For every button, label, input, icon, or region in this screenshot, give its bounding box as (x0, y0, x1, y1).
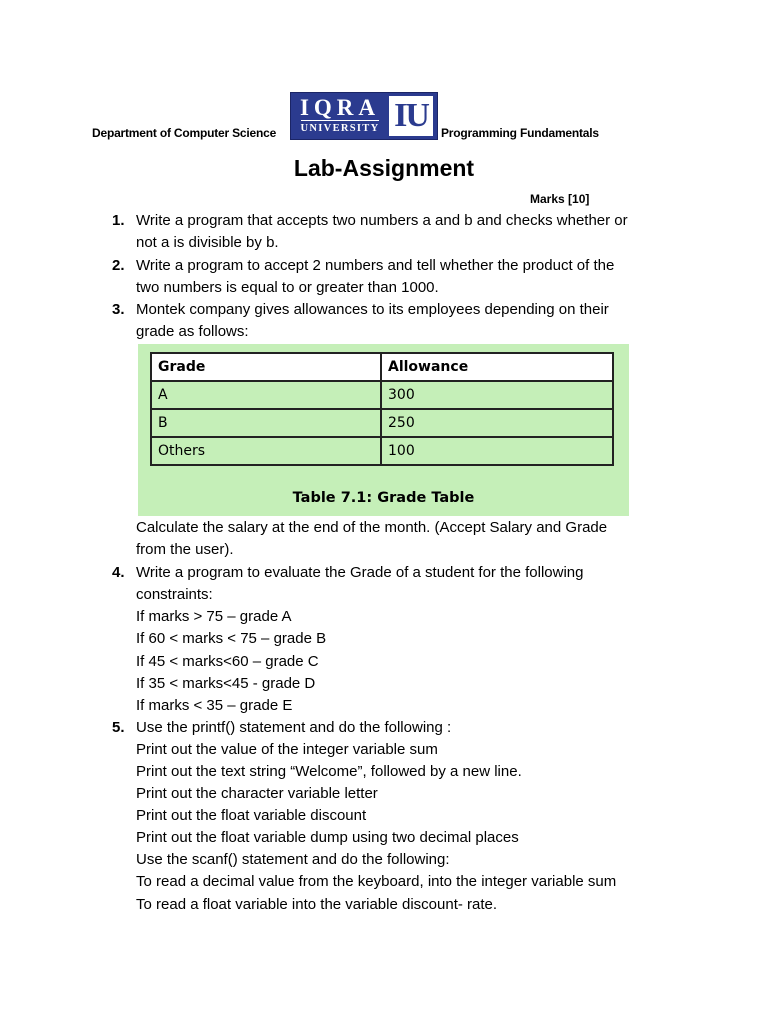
question-line: Print out the float variable discount (136, 807, 367, 824)
page-header (0, 90, 768, 142)
question-line: Print out the character variable letter (136, 785, 378, 802)
table-header-cell: Grade (151, 353, 381, 381)
table-cell: 100 (381, 437, 613, 465)
question-line: If 35 < marks<45 - grade D (136, 675, 316, 692)
question-number: 2. (112, 257, 125, 274)
question-line: Write a program that accepts two numbers a and b and checks whether or (136, 212, 628, 229)
question-line: not a is divisible by b. (136, 234, 279, 251)
question-line: Print out the text string “Welcome”, followed by a new line. (136, 763, 522, 780)
table-header-row (151, 353, 613, 381)
table-row (151, 409, 613, 437)
question-number: 3. (112, 301, 125, 318)
table-cell: 300 (381, 381, 613, 409)
page-title: Lab-Assignment (293, 155, 475, 181)
table-header-cell: Allowance (381, 353, 613, 381)
question-line: To read a decimal value from the keyboard, into the integer variable sum (136, 873, 617, 890)
logo-line1: IQRA (299, 95, 381, 120)
grade-table (150, 352, 614, 466)
marks-label: Marks [10] (530, 192, 590, 206)
question-number: 4. (112, 564, 125, 581)
question-line: Print out the value of the integer variable sum (136, 741, 438, 758)
question-line: If marks > 75 – grade A (136, 608, 292, 625)
table-cell: A (151, 381, 381, 409)
question-line: Calculate the salary at the end of the month. (Accept Salary and Grade (136, 519, 608, 536)
logo-line2: UNIVERSITY (301, 120, 380, 136)
question-line: from the user). (136, 541, 234, 558)
table-cell: 250 (381, 409, 613, 437)
university-logo (290, 92, 438, 140)
department-label: Department of Computer Science (92, 126, 277, 140)
table-caption: Table 7.1: Grade Table (292, 490, 475, 506)
table-row (151, 381, 613, 409)
question-line: Montek company gives allowances to its employees depending on their (136, 301, 609, 318)
question-line: Use the scanf() statement and do the following: (136, 851, 450, 868)
question-line: constraints: (136, 586, 213, 603)
grade-table-figure (138, 344, 629, 516)
table-row (151, 437, 613, 465)
question-line: If 60 < marks < 75 – grade B (136, 630, 327, 647)
table-cell: B (151, 409, 381, 437)
question-line: two numbers is equal to or greater than 1000. (136, 279, 439, 296)
question-line: If 45 < marks<60 – grade C (136, 653, 319, 670)
logo-wordmark (291, 93, 389, 139)
course-label: Programming Fundamentals (441, 126, 599, 140)
question-line: Use the printf() statement and do the following : (136, 719, 452, 736)
question-line: Write a program to evaluate the Grade of a student for the following (136, 564, 584, 581)
table-cell: Others (151, 437, 381, 465)
question-line: Write a program to accept 2 numbers and tell whether the product of the (136, 257, 615, 274)
question-number: 1. (112, 212, 125, 229)
logo-mark: IU (389, 96, 433, 136)
question-line: grade as follows: (136, 323, 249, 340)
question-line: Print out the float variable dump using two decimal places (136, 829, 519, 846)
question-line: To read a float variable into the variable discount- rate. (136, 896, 498, 913)
question-number: 5. (112, 719, 125, 736)
question-line: If marks < 35 – grade E (136, 697, 293, 714)
